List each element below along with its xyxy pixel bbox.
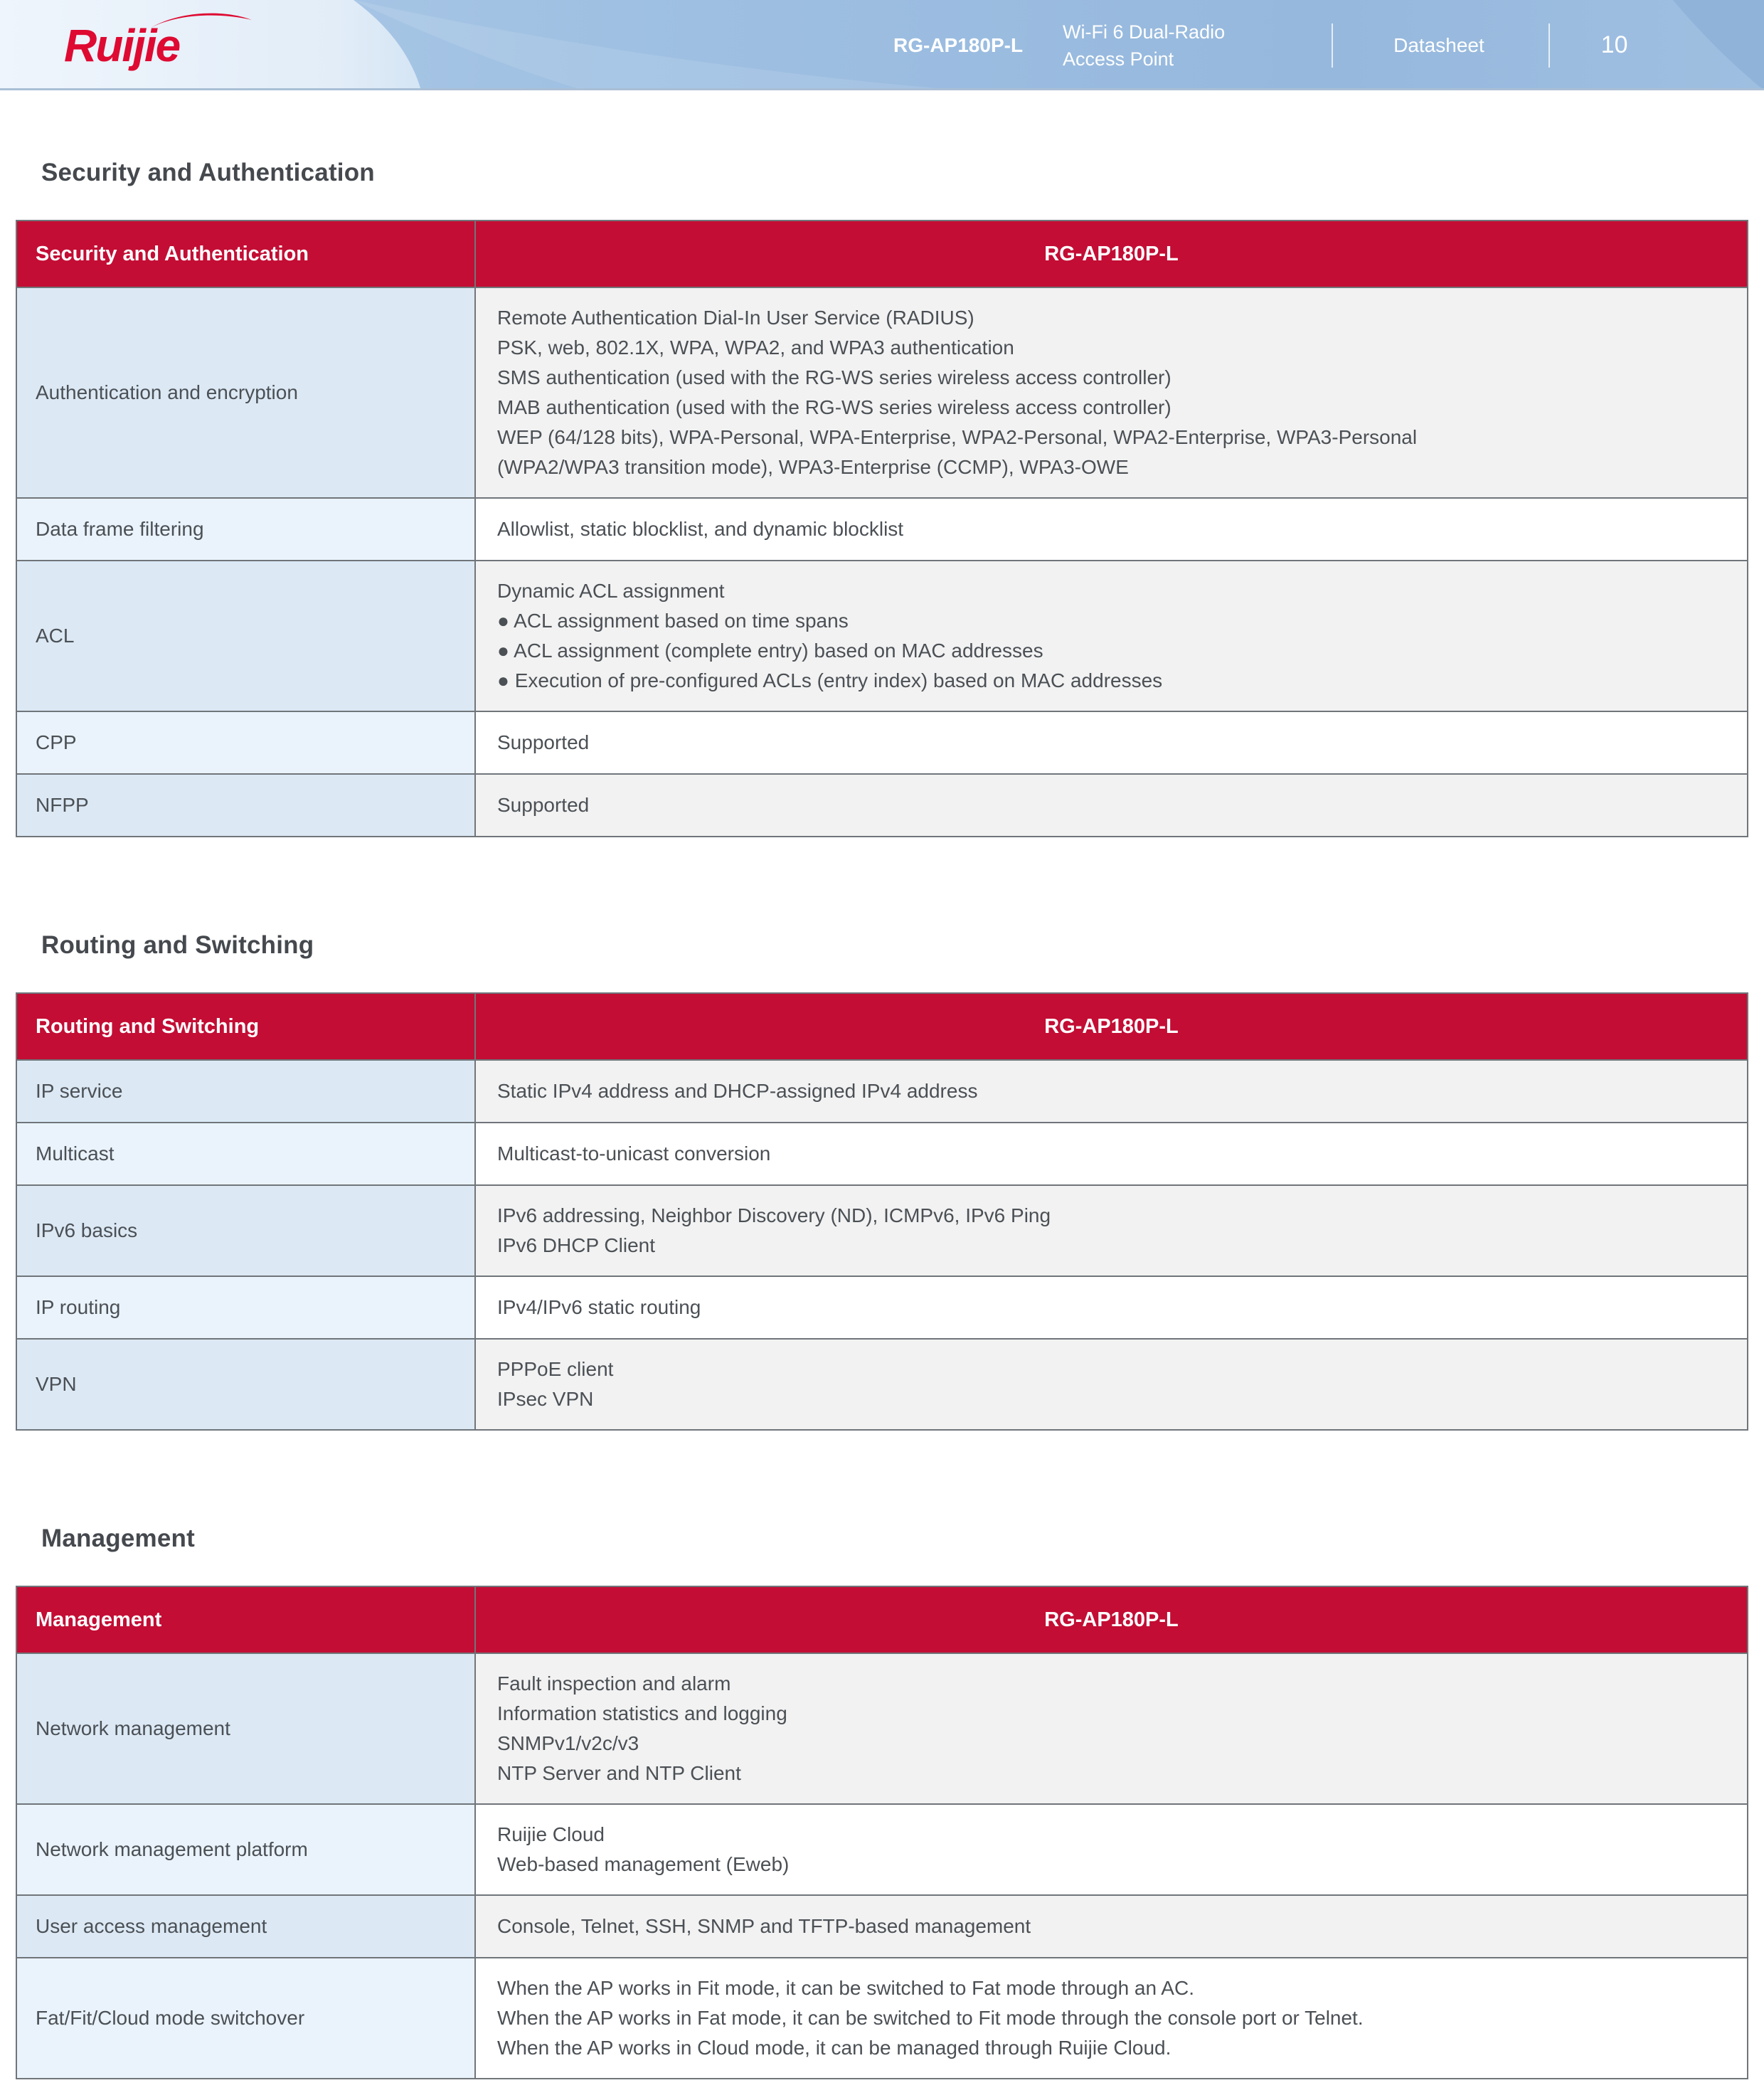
table-row bbox=[17, 1122, 1747, 1184]
model-header-cell: RG-AP180P-L bbox=[476, 1587, 1747, 1653]
table-row bbox=[17, 1059, 1747, 1122]
table-header-row bbox=[17, 1587, 1747, 1653]
table-row bbox=[17, 560, 1747, 711]
value-line: SNMPv1/v2c/v3 bbox=[497, 1732, 639, 1754]
value-cell bbox=[476, 1061, 1747, 1122]
product-name-line2: Access Point bbox=[1063, 48, 1174, 70]
feature-cell bbox=[17, 712, 476, 773]
feature-label: IPv6 basics bbox=[36, 1219, 138, 1241]
feature-header-cell: Management bbox=[17, 1587, 476, 1653]
table-header-row bbox=[17, 221, 1747, 287]
value-line: ● ACL assignment based on time spans bbox=[497, 610, 849, 632]
vertical-divider bbox=[1332, 23, 1333, 68]
value-line: Allowlist, static blocklist, and dynamic blocklist bbox=[497, 518, 904, 540]
feature-cell bbox=[17, 1277, 476, 1338]
value-cell bbox=[476, 1958, 1747, 2078]
section-routing-and-switching bbox=[16, 931, 1748, 1431]
feature-label: IP service bbox=[36, 1080, 123, 1102]
model-header-cell: RG-AP180P-L bbox=[476, 221, 1747, 287]
value-line: (WPA2/WPA3 transition mode), WPA3-Enterprise (CCMP), WPA3-OWE bbox=[497, 456, 1129, 478]
spec-table bbox=[16, 1586, 1748, 2079]
feature-cell bbox=[17, 1896, 476, 1957]
spec-table bbox=[16, 992, 1748, 1431]
feature-cell bbox=[17, 1123, 476, 1184]
section-title: Routing and Switching bbox=[41, 931, 314, 959]
feature-cell bbox=[17, 1186, 476, 1276]
section-security-and-authentication bbox=[16, 159, 1748, 837]
value-cell bbox=[476, 712, 1747, 773]
value-line: ● ACL assignment (complete entry) based on MAC addresses bbox=[497, 640, 1043, 662]
model-label: RG-AP180P-L bbox=[893, 33, 1024, 56]
table-row bbox=[17, 1957, 1747, 2078]
table-row bbox=[17, 1894, 1747, 1957]
feature-label: IP routing bbox=[36, 1296, 121, 1318]
value-cell bbox=[476, 1654, 1747, 1803]
section-title: Security and Authentication bbox=[41, 159, 375, 186]
value-cell bbox=[476, 561, 1747, 711]
value-line: Supported bbox=[497, 731, 590, 753]
feature-cell bbox=[17, 499, 476, 560]
feature-label: Authentication and encryption bbox=[36, 381, 298, 403]
value-line: Web-based management (Eweb) bbox=[497, 1853, 790, 1875]
value-line: Static IPv4 address and DHCP-assigned IPv4 address bbox=[497, 1080, 978, 1102]
logo-swoosh-icon bbox=[148, 11, 255, 30]
value-cell bbox=[476, 1277, 1747, 1338]
page-body bbox=[0, 159, 1764, 2079]
value-line: Multicast-to-unicast conversion bbox=[497, 1142, 771, 1165]
feature-label: CPP bbox=[36, 731, 77, 753]
section-management bbox=[16, 1524, 1748, 2079]
feature-cell bbox=[17, 288, 476, 497]
model-header-cell: RG-AP180P-L bbox=[476, 994, 1747, 1059]
value-line: WEP (64/128 bits), WPA-Personal, WPA-Enterprise, WPA2-Personal, WPA2-Enterprise, WPA3-Personal bbox=[497, 426, 1418, 448]
value-line: Remote Authentication Dial-In User Service (RADIUS) bbox=[497, 307, 974, 329]
feature-label: Network management platform bbox=[36, 1838, 308, 1860]
value-line: IPv4/IPv6 static routing bbox=[497, 1296, 701, 1318]
feature-label: NFPP bbox=[36, 794, 89, 816]
value-cell bbox=[476, 775, 1747, 836]
value-cell bbox=[476, 288, 1747, 497]
value-cell bbox=[476, 1340, 1747, 1429]
table-row bbox=[17, 711, 1747, 773]
table-row bbox=[17, 497, 1747, 560]
feature-label: User access management bbox=[36, 1915, 267, 1937]
value-line: IPv6 addressing, Neighbor Discovery (ND), ICMPv6, IPv6 Ping bbox=[497, 1204, 1051, 1226]
value-cell bbox=[476, 1896, 1747, 1957]
feature-cell bbox=[17, 1061, 476, 1122]
value-line: Supported bbox=[497, 794, 590, 816]
value-line: PPPoE client bbox=[497, 1358, 614, 1380]
feature-cell bbox=[17, 775, 476, 836]
table-row bbox=[17, 1803, 1747, 1894]
table-row bbox=[17, 1184, 1747, 1276]
value-line: When the AP works in Fit mode, it can be switched to Fat mode through an AC. bbox=[497, 1977, 1194, 1999]
banner-info bbox=[893, 0, 1764, 90]
value-line: Ruijie Cloud bbox=[497, 1823, 605, 1845]
feature-label: VPN bbox=[36, 1373, 77, 1395]
feature-cell bbox=[17, 1654, 476, 1803]
value-cell bbox=[476, 1186, 1747, 1276]
feature-label: Network management bbox=[36, 1717, 230, 1739]
logo-text: Ruijie bbox=[64, 20, 180, 71]
feature-label: ACL bbox=[36, 625, 75, 647]
page-number: 10 bbox=[1600, 31, 1628, 58]
value-line: NTP Server and NTP Client bbox=[497, 1762, 741, 1784]
value-line: Fault inspection and alarm bbox=[497, 1672, 731, 1695]
feature-header-cell: Security and Authentication bbox=[17, 221, 476, 287]
value-line: MAB authentication (used with the RG-WS series wireless access controller) bbox=[497, 396, 1171, 418]
value-line: Information statistics and logging bbox=[497, 1702, 787, 1724]
doc-type-label: Datasheet bbox=[1393, 33, 1484, 56]
ruijie-logo bbox=[64, 13, 179, 78]
feature-label: Fat/Fit/Cloud mode switchover bbox=[36, 2007, 305, 2029]
product-name bbox=[1063, 18, 1225, 73]
table-header-row bbox=[17, 994, 1747, 1059]
page-header bbox=[0, 0, 1764, 90]
value-line: When the AP works in Fat mode, it can be switched to Fit mode through the console port or Telnet. bbox=[497, 2007, 1364, 2029]
value-line: SMS authentication (used with the RG-WS series wireless access controller) bbox=[497, 366, 1171, 388]
vertical-divider bbox=[1548, 23, 1550, 68]
feature-cell bbox=[17, 1340, 476, 1429]
feature-cell bbox=[17, 1805, 476, 1894]
value-line: IPv6 DHCP Client bbox=[497, 1234, 656, 1256]
spec-table bbox=[16, 220, 1748, 837]
feature-label: Multicast bbox=[36, 1142, 115, 1165]
table-row bbox=[17, 773, 1747, 836]
value-line: Dynamic ACL assignment bbox=[497, 580, 725, 602]
value-cell bbox=[476, 499, 1747, 560]
value-line: PSK, web, 802.1X, WPA, WPA2, and WPA3 authentication bbox=[497, 336, 1014, 359]
value-line: When the AP works in Cloud mode, it can be managed through Ruijie Cloud. bbox=[497, 2037, 1171, 2059]
feature-header-cell: Routing and Switching bbox=[17, 994, 476, 1059]
feature-label: Data frame filtering bbox=[36, 518, 204, 540]
product-name-line1: Wi-Fi 6 Dual-Radio bbox=[1063, 21, 1226, 43]
value-line: IPsec VPN bbox=[497, 1388, 594, 1410]
value-cell bbox=[476, 1805, 1747, 1894]
table-row bbox=[17, 1338, 1747, 1429]
value-line: Console, Telnet, SSH, SNMP and TFTP-based management bbox=[497, 1915, 1031, 1937]
value-line: ● Execution of pre-configured ACLs (entry index) based on MAC addresses bbox=[497, 669, 1163, 691]
value-cell bbox=[476, 1123, 1747, 1184]
feature-cell bbox=[17, 561, 476, 711]
table-row bbox=[17, 1653, 1747, 1803]
feature-cell bbox=[17, 1958, 476, 2078]
section-title: Management bbox=[41, 1524, 195, 1552]
table-row bbox=[17, 1276, 1747, 1338]
table-row bbox=[17, 287, 1747, 497]
